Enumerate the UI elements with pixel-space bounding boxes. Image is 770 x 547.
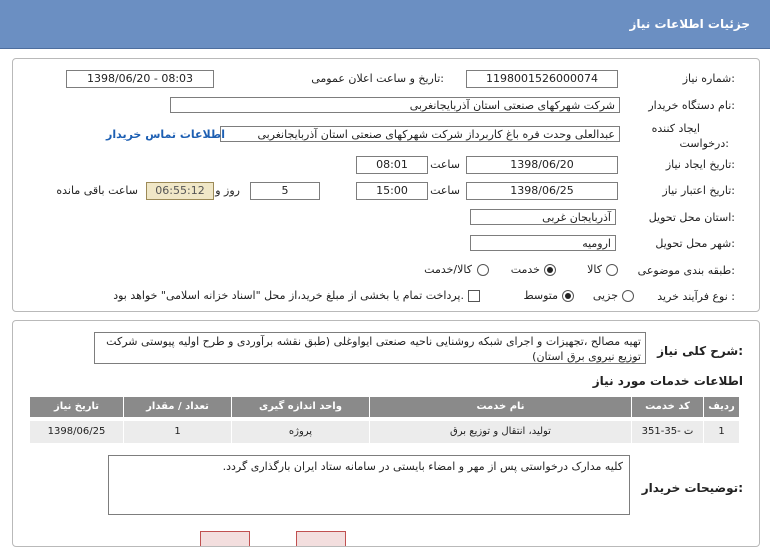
province-field[interactable]: آذربایجان غربی (470, 209, 616, 225)
col-header-service-name: نام خدمت (370, 397, 632, 417)
category-radio-goods-service[interactable] (477, 264, 489, 276)
bottom-button-2[interactable] (296, 531, 346, 546)
col-header-service-code: کد خدمت (632, 397, 704, 417)
page-header (0, 0, 770, 49)
day-and-label: روز و (215, 184, 240, 197)
create-time-field[interactable]: 08:01 (356, 156, 428, 174)
buyer-org-field[interactable]: شرکت شهرکهای صنعتی استان آذربایجانغربی (170, 97, 620, 113)
buyer-org-label: نام دستگاه خریدار: (648, 99, 735, 112)
process-option-minor: جزیی (592, 289, 618, 302)
table-row-1-quantity: 1 (124, 421, 232, 443)
creator-field[interactable]: عبدالعلی وحدت فره باغ کاربرداز شرکت شهرکهای صنعتی استان آذربایجانغربی (220, 126, 620, 142)
process-radio-minor[interactable] (622, 290, 634, 302)
valid-date-label: تاریخ اعتبار نیاز: (662, 184, 735, 197)
col-header-need-date: تاریخ نیاز (30, 397, 124, 417)
process-option-medium: متوسط (523, 289, 558, 302)
need-number-field[interactable]: 1198001526000074 (466, 70, 618, 88)
process-radio-medium[interactable] (562, 290, 574, 302)
announce-date-field[interactable]: 1398/06/20 - 08:03 (66, 70, 214, 88)
create-time-label: ساعت (430, 158, 460, 171)
table-row-1-date: 1398/06/25 (30, 421, 124, 443)
table-row-1-name: تولید، انتقال و توزیع برق (370, 421, 632, 443)
buyer-notes-label: توضیحات خریدار: (641, 481, 743, 495)
buyer-contact-link[interactable]: اطلاعات تماس خریدار (106, 128, 226, 141)
page-title: جزئیات اطلاعات نیاز (629, 17, 750, 31)
category-label: طبقه بندی موضوعی: (637, 264, 735, 277)
create-date-field[interactable]: 1398/06/20 (466, 156, 618, 174)
announce-date-label: تاریخ و ساعت اعلان عمومی: (311, 72, 444, 85)
col-header-unit: واحد اندازه گیری (232, 397, 370, 417)
city-label: شهر محل تحویل: (655, 237, 735, 250)
need-number-label: شماره نیاز: (682, 72, 735, 85)
col-header-quantity: تعداد / مقدار (124, 397, 232, 417)
valid-time-field[interactable]: 15:00 (356, 182, 428, 200)
table-row-1-unit: پروژه (232, 421, 370, 443)
create-date-label: تاریخ ایجاد نیاز: (665, 158, 735, 171)
buyer-notes-text: کلیه مدارک درخواستی پس از مهر و امضاء بایستی در سامانه ستاد ایران بارگذاری گردد. (108, 455, 630, 515)
creator-label-line2: درخواست: (679, 137, 729, 150)
remaining-time-field[interactable]: 06:55:12 (146, 182, 214, 200)
summary-label: شرح کلی نیاز: (657, 344, 743, 358)
category-option-goods-service: کالا/خدمت (424, 263, 472, 276)
table-row-1-code: ت -35-351 (632, 421, 704, 443)
treasury-payment-note: پرداخت تمام یا بخشی از مبلغ خرید،از محل "اسناد خزانه اسلامی" خواهد بود. (113, 289, 464, 302)
province-label: استان محل تحویل: (648, 211, 735, 224)
col-header-row-number: ردیف (704, 397, 740, 417)
city-field[interactable]: ارومیه (470, 235, 616, 251)
category-radio-service[interactable] (544, 264, 556, 276)
remaining-days-field[interactable]: 5 (250, 182, 320, 200)
category-option-goods: کالا (587, 263, 602, 276)
creator-label-line1: ایجاد کننده (651, 122, 700, 135)
process-label: نوع فرآیند خرید : (657, 290, 735, 303)
valid-date-field[interactable]: 1398/06/25 (466, 182, 618, 200)
valid-time-label: ساعت (430, 184, 460, 197)
remaining-label: ساعت باقی مانده (56, 184, 138, 197)
table-row-1-number: 1 (704, 421, 740, 443)
category-option-service: خدمت (510, 263, 540, 276)
treasury-payment-checkbox[interactable] (468, 290, 480, 302)
services-heading: اطلاعات خدمات مورد نیاز (592, 374, 743, 388)
bottom-button-1[interactable] (200, 531, 250, 546)
summary-text: تهیه مصالح ،تجهیزات و اجرای شبکه روشنایی ناحیه صنعتی ایواوغلی (طبق نقشه برآوردی و طرح اولیه پیوستی شرکت توزیع نیروی برق استان) (94, 332, 646, 364)
category-radio-goods[interactable] (606, 264, 618, 276)
